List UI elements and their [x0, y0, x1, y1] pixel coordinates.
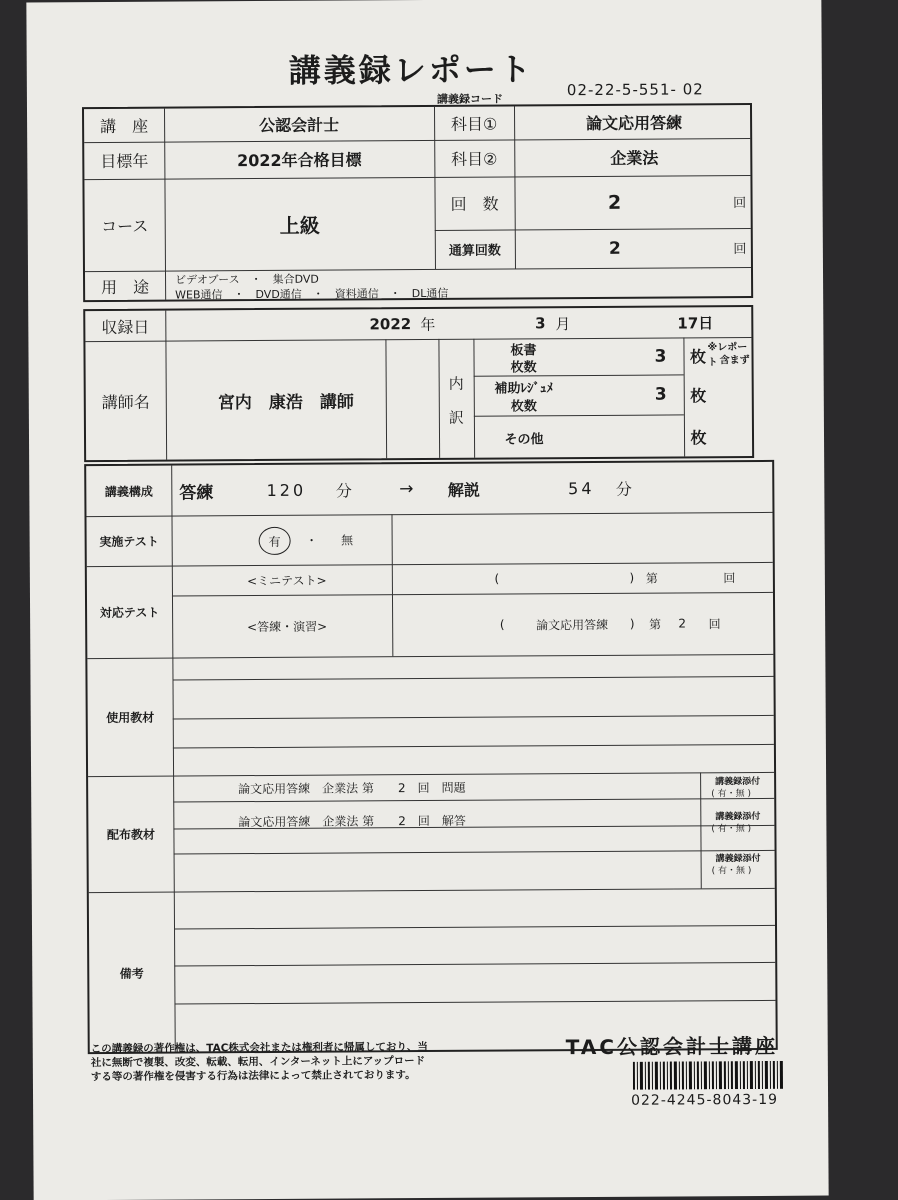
- test-yes-circled: 有: [259, 527, 291, 555]
- board-note-2: 含まず: [719, 355, 750, 367]
- barcode-graphic: [633, 1061, 785, 1090]
- resume-unit: 枚: [690, 385, 707, 405]
- drill-minute-unit: 分: [335, 480, 352, 501]
- drill-minutes: 120: [266, 480, 307, 500]
- usage-line2: WEB通信 ・ DVD通信 ・ 資料通信 ・ DL通信: [175, 286, 449, 302]
- handout-item-1: 論文応用答練 企業法 第 2 回 問題: [238, 780, 466, 796]
- materials-label: 使用教材: [106, 710, 155, 725]
- mini-open: (: [494, 571, 500, 586]
- usage-label: 用 途: [101, 277, 150, 297]
- subject2-label: 科目②: [451, 149, 498, 169]
- board-label-1: 板書: [510, 343, 537, 359]
- date-label: 収録日: [101, 317, 150, 337]
- subject1-label: 科目①: [450, 114, 498, 134]
- drill-ex-dai: 第: [649, 617, 662, 632]
- usage-line1: ビデオブース ・ 集合DVD: [175, 272, 319, 287]
- barcode-number: 022-4245-8043-19: [631, 1091, 779, 1109]
- subject1-value: 論文応用答練: [586, 113, 683, 134]
- attach-label-1: 講義録添付: [715, 776, 761, 788]
- breakdown-label-1: 内: [448, 374, 464, 393]
- attach-choice-1: ( 有・無 ): [711, 789, 751, 800]
- year-label: 目標年: [100, 151, 149, 171]
- total-value: 2: [608, 238, 621, 259]
- lecture-table: [84, 460, 778, 1054]
- report-sheet: [26, 0, 828, 1200]
- drill-ex-open: (: [499, 617, 505, 632]
- handout-item-2: 論文応用答練 企業法 第 2 回 解答: [238, 813, 466, 829]
- test-separator: ・: [305, 533, 318, 548]
- date-year-unit: 年: [420, 315, 436, 334]
- copyright-notice: この講義録の著作権は、TAC株式会社または権利者に帰属しており、当社に無断で複製、改変、転載、転用、インターネット上にアップロードする等の著作権を侵害する行為は法律によって禁止されております。: [90, 1041, 428, 1084]
- mini-kai: 回: [723, 570, 736, 585]
- total-unit: 回: [733, 242, 747, 258]
- course-table: [82, 103, 753, 302]
- mini-close: ): [629, 570, 635, 585]
- test-label: 実施テスト: [99, 534, 159, 549]
- date-day: 17日: [677, 313, 714, 332]
- drill-ex-kai: 回: [708, 616, 721, 631]
- attach-label-2: 講義録添付: [715, 811, 761, 823]
- brand-name: TAC公認会計士講座: [565, 1033, 779, 1060]
- board-note-1: ※レポート: [707, 342, 748, 369]
- course-label: 講 座: [100, 116, 149, 136]
- course-value: 公認会計士: [259, 115, 340, 136]
- drill-label: 答練: [179, 482, 214, 504]
- lecturer-value: 宮内 康浩 講師: [217, 392, 354, 414]
- handout-label: 配布教材: [106, 827, 155, 842]
- date-year: 2022: [369, 315, 412, 334]
- board-unit: 枚: [689, 347, 707, 367]
- remarks-label: 備考: [119, 966, 144, 981]
- resume-value: 3: [654, 384, 667, 405]
- drill-ex-label: <答練・演習>: [247, 619, 328, 634]
- session-value: 2: [607, 191, 622, 214]
- board-value: 3: [654, 346, 667, 367]
- attach-choice-3: ( 有・無 ): [711, 866, 752, 877]
- breakdown-label-2: 訳: [448, 408, 464, 427]
- resume-label-1: 補助ﾚｼﾞｭﾒ: [494, 381, 554, 397]
- year-value: 2022年合格目標: [236, 150, 362, 171]
- drill-ex-close: ): [629, 616, 635, 631]
- session-unit: 回: [733, 196, 747, 212]
- drill-ex-value: 論文応用答練: [536, 617, 609, 632]
- date-month-unit: 月: [555, 314, 571, 333]
- explain-label: 解説: [447, 480, 480, 500]
- code-value: 02-22-5-551- 02: [566, 80, 704, 100]
- other-unit: 枚: [690, 427, 707, 447]
- page-title: 講義録レポート: [288, 50, 534, 90]
- mini-dai: 第: [645, 571, 658, 586]
- test-no: 無: [341, 532, 354, 548]
- other-label: その他: [504, 431, 544, 448]
- drill-ex-num: 2: [678, 616, 687, 631]
- recording-table: [83, 305, 754, 462]
- structure-label: 講義構成: [104, 484, 153, 499]
- corr-test-label: 対応テスト: [99, 605, 160, 620]
- date-month: 3: [535, 314, 546, 333]
- subject2-value: 企業法: [610, 148, 659, 168]
- resume-label-2: 枚数: [510, 399, 537, 415]
- arrow-symbol: →: [399, 479, 414, 500]
- explain-minutes: 54: [568, 478, 595, 498]
- attach-choice-2: ( 有・無 ): [711, 824, 752, 835]
- total-label: 通算回数: [448, 243, 501, 259]
- track-label: コース: [101, 216, 149, 236]
- mini-test-label: <ミニテスト>: [247, 573, 327, 588]
- explain-minute-unit: 分: [615, 479, 632, 499]
- session-label: 回 数: [450, 194, 499, 214]
- track-value: 上級: [279, 213, 320, 238]
- attach-label-3: 講義録添付: [715, 853, 761, 865]
- board-label-2: 枚数: [510, 360, 537, 376]
- lecturer-label: 講師名: [101, 392, 150, 412]
- code-label: 講義録コード: [436, 92, 503, 106]
